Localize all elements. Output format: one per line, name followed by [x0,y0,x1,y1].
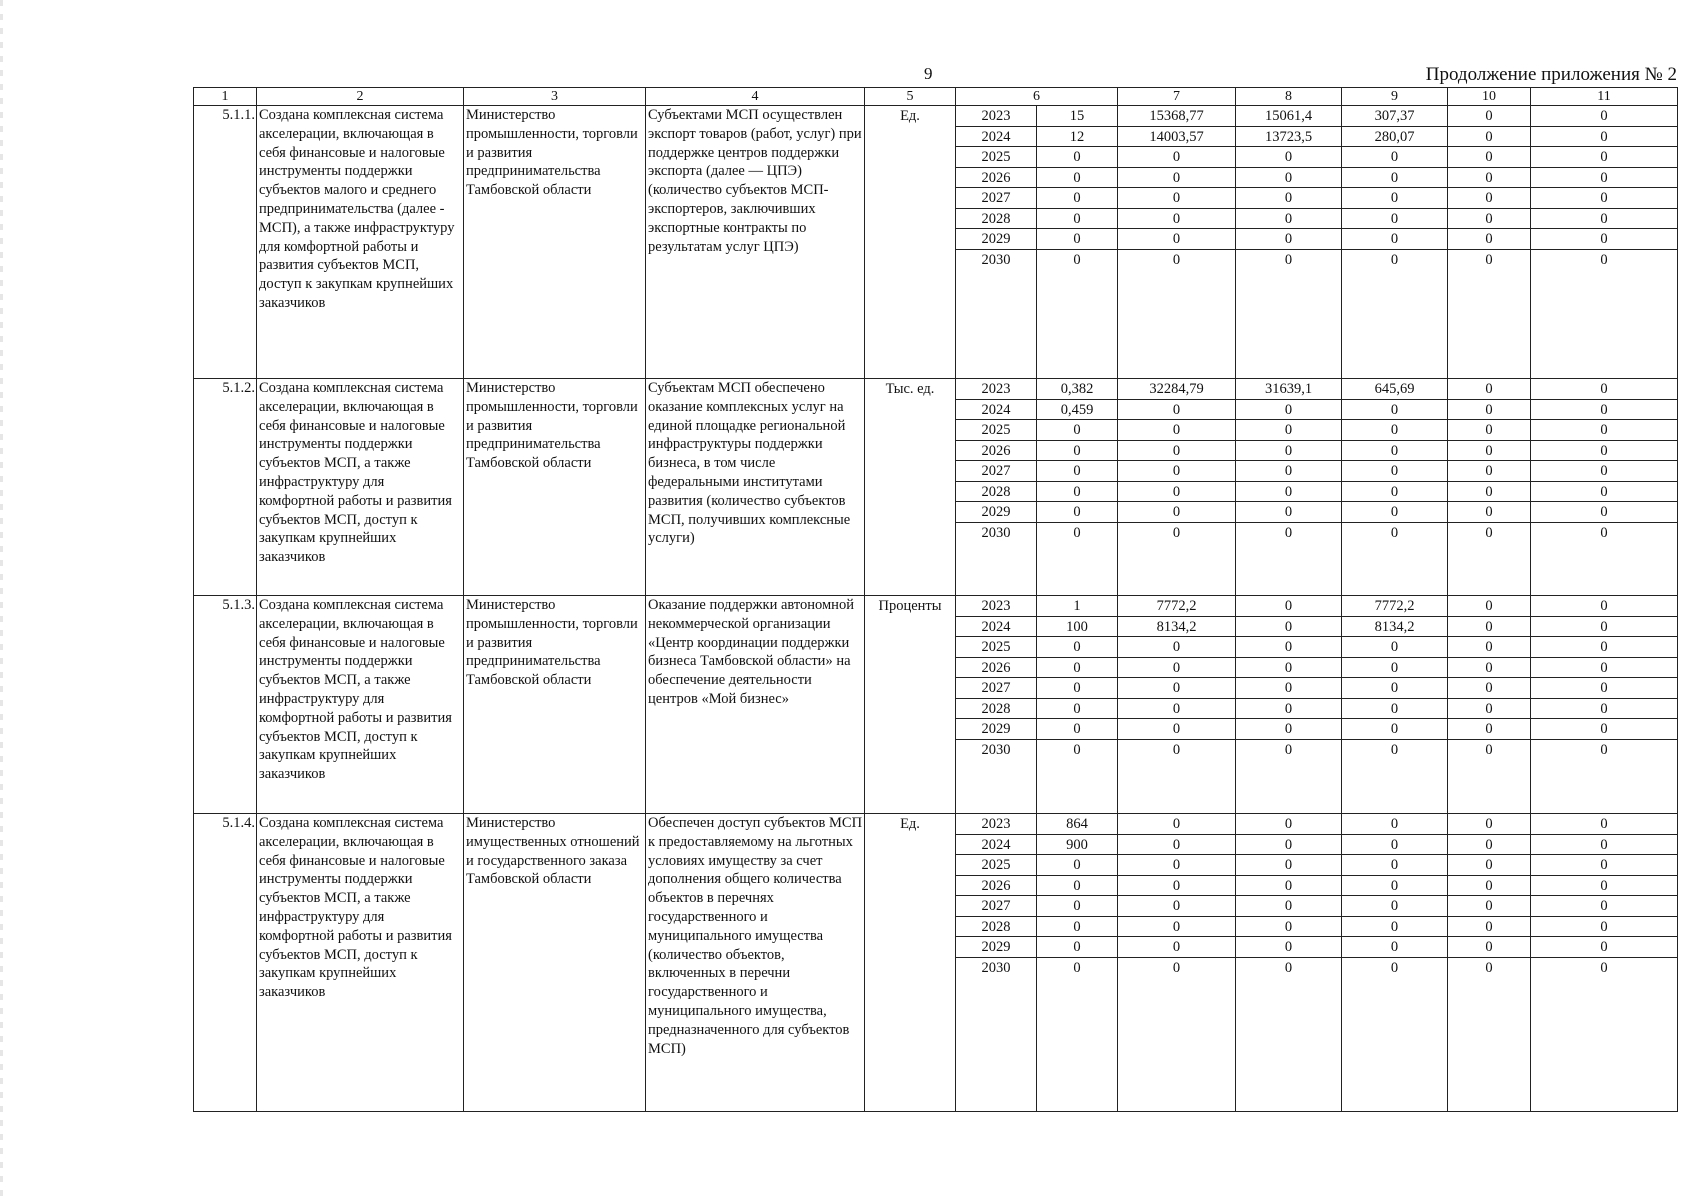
col8-cell: 0 [1236,719,1341,740]
unit-cell: Ед. [865,106,956,379]
col8-cell: 0 [1284,251,1293,268]
col11-cell: 0 [1531,502,1677,523]
col11-cell: 0 [1531,188,1677,209]
value-cell: 0 [1073,524,1081,541]
year-cell: 2026 [956,658,1036,679]
value-cell: 0 [1037,876,1117,897]
col8-cell: 0 [1236,420,1341,441]
col11-cell: 0 [1531,482,1677,503]
col10-cell: 0 [1448,461,1530,482]
col10-cell-group [1448,379,1531,596]
col8-cell-group [1236,379,1342,596]
col7-cell: 0 [1118,502,1235,523]
page-number: 9 [924,64,933,83]
col7-cell: 0 [1118,441,1235,462]
col9-cell: 0 [1390,959,1399,976]
col11-cell: 0 [1600,251,1608,268]
col11-cell: 0 [1531,617,1677,638]
col10-cell: 0 [1448,596,1530,617]
responsible-text: Министерство промышленности, торговли и развития предпринимательства Тамбовской области [464,106,646,379]
col7-cell: 0 [1118,188,1235,209]
value-cell: 100 [1037,617,1117,638]
col8-cell: 0 [1236,855,1341,876]
col10-cell: 0 [1448,617,1530,638]
col10-cell: 0 [1448,168,1530,189]
value-cell: 0 [1073,959,1081,976]
col11-cell: 0 [1600,524,1608,541]
header-cell: 8 [1236,88,1342,106]
col9-cell: 0 [1342,502,1447,523]
col9-cell: 0 [1342,835,1447,856]
col9-cell: 0 [1342,482,1447,503]
col8-cell: 0 [1236,835,1341,856]
col7-cell: 0 [1118,876,1235,897]
col8-cell: 0 [1236,482,1341,503]
col9-cell: 0 [1342,420,1447,441]
scan-edge [0,0,3,1200]
col11-cell: 0 [1531,168,1677,189]
col7-cell: 0 [1118,637,1235,658]
col11-cell-group [1531,596,1678,814]
col10-cell-group [1448,596,1531,814]
year-cell: 2024 [956,400,1036,421]
col9-cell: 0 [1342,917,1447,938]
year-cell: 2025 [956,147,1036,168]
col9-cell: 0 [1342,855,1447,876]
header-cell: 10 [1448,88,1531,106]
col10-cell: 0 [1448,658,1530,679]
year-cell: 2023 [956,379,1036,400]
header-cell: 7 [1118,88,1236,106]
col10-cell: 0 [1448,106,1530,127]
col10-cell: 0 [1448,876,1530,897]
col10-cell: 0 [1448,814,1530,835]
col7-cell: 0 [1172,959,1181,976]
col9-cell: 0 [1342,147,1447,168]
value-cell: 0 [1037,855,1117,876]
indicator-text: Субъектам МСП обеспечено оказание комплексных услуг на единой площадке региональной инфраструктуры поддержки бизнеса, в том числе федеральными институтами развития (количество субъектов МСП, получивших комплексные услуги) [646,379,865,596]
col7-cell: 0 [1118,658,1235,679]
header-cell: 2 [257,88,464,106]
year-cell: 2026 [956,168,1036,189]
col11-cell: 0 [1531,400,1677,421]
col11-cell: 0 [1531,937,1677,958]
header-row [194,88,1678,106]
col7-cell: 0 [1172,524,1181,541]
year-cell: 2027 [956,188,1036,209]
col11-cell: 0 [1531,658,1677,679]
col10-cell: 0 [1485,251,1493,268]
col9-cell-group [1342,379,1448,596]
col9-cell: 0 [1342,441,1447,462]
col7-cell: 32284,79 [1118,379,1235,400]
value-cell: 1 [1037,596,1117,617]
value-cell: 0 [1037,461,1117,482]
col8-cell: 0 [1236,637,1341,658]
col7-cell: 0 [1118,814,1235,835]
col9-cell: 7772,2 [1342,596,1447,617]
year-cell: 2030 [981,741,1011,758]
col10-cell-group [1448,106,1531,379]
col11-cell: 0 [1531,596,1677,617]
col11-cell: 0 [1600,959,1608,976]
value-cell: 0 [1037,658,1117,679]
unit-cell: Тыс. ед. [865,379,956,596]
value-cell: 0 [1037,188,1117,209]
col9-cell: 0 [1342,876,1447,897]
col8-cell: 0 [1236,596,1341,617]
indicator-text: Обеспечен доступ субъектов МСП к предоставляемому на льготных условиях имуществу за счет дополнения общего количества объектов в перечнях государственного и муниципального имущества (количество объектов, включенных в перечни государственного и муниципального имущества, предназначенного для субъектов МСП) [646,814,865,1112]
header-cell: 4 [646,88,865,106]
col8-cell-group [1236,106,1342,379]
col10-cell: 0 [1448,917,1530,938]
value-cell: 0 [1037,637,1117,658]
year-cell: 2029 [956,719,1036,740]
value-cell: 0 [1037,441,1117,462]
col7-cell: 0 [1118,229,1235,250]
col9-cell: 0 [1342,719,1447,740]
col9-cell: 0 [1342,400,1447,421]
col7-cell: 0 [1118,420,1235,441]
col7-cell: 14003,57 [1118,127,1235,148]
value-cell: 0 [1037,699,1117,720]
responsible-text: Министерство промышленности, торговли и развития предпринимательства Тамбовской области [464,379,646,596]
year-cell: 2029 [956,229,1036,250]
col9-cell-group [1342,106,1448,379]
col11-cell: 0 [1531,229,1677,250]
year-cell: 2026 [956,876,1036,897]
year-cell: 2028 [956,209,1036,230]
col9-cell: 0 [1390,251,1399,268]
value-cell: 12 [1037,127,1117,148]
year-cell: 2025 [956,855,1036,876]
col8-cell: 0 [1236,209,1341,230]
result-text: Создана комплексная система акселерации, включающая в себя финансовые и налоговые инструменты поддержки субъектов МСП, а также инфраструктуру для комфортной работы и развития субъектов МСП, доступ к закупкам крупнейших заказчиков [257,814,464,1112]
header-cell: 1 [194,88,257,106]
table-row [194,379,1678,596]
col7-cell-group [1118,106,1236,379]
col11-cell: 0 [1531,420,1677,441]
value-cell: 900 [1037,835,1117,856]
col9-cell: 0 [1390,741,1399,758]
year-cell: 2030 [981,251,1011,268]
responsible-text: Министерство имущественных отношений и государственного заказа Тамбовской области [464,814,646,1112]
col7-cell: 0 [1118,400,1235,421]
col10-cell: 0 [1448,209,1530,230]
col11-cell-group [1531,814,1678,1112]
col7-cell-group [1118,379,1236,596]
year-cell: 2024 [956,835,1036,856]
col10-cell: 0 [1485,524,1493,541]
col10-cell: 0 [1448,937,1530,958]
col10-cell: 0 [1448,441,1530,462]
col9-cell: 280,07 [1342,127,1447,148]
row-number: 5.1.1. [194,106,257,379]
year-cell: 2029 [956,502,1036,523]
col8-cell: 0 [1236,502,1341,523]
value-cell: 0 [1037,719,1117,740]
col10-cell: 0 [1448,502,1530,523]
value-cell: 0,459 [1037,400,1117,421]
col11-cell: 0 [1531,147,1677,168]
value-cell-group [1037,379,1118,596]
col8-cell: 0 [1284,524,1293,541]
year-cell: 2028 [956,917,1036,938]
col11-cell: 0 [1531,106,1677,127]
col11-cell: 0 [1531,637,1677,658]
value-cell: 0 [1037,147,1117,168]
col7-cell-group [1118,814,1236,1112]
year-cell: 2025 [956,420,1036,441]
col7-cell: 15368,77 [1118,106,1235,127]
col9-cell: 0 [1342,937,1447,958]
value-cell-group [1037,596,1118,814]
col8-cell: 0 [1284,741,1293,758]
col8-cell: 0 [1236,917,1341,938]
col11-cell-group [1531,379,1678,596]
col8-cell: 13723,5 [1236,127,1341,148]
col9-cell: 0 [1342,699,1447,720]
header-cell: 3 [464,88,646,106]
col9-cell-group [1342,596,1448,814]
col7-cell: 0 [1118,855,1235,876]
value-cell: 0 [1037,209,1117,230]
col8-cell: 0 [1236,461,1341,482]
col9-cell: 8134,2 [1342,617,1447,638]
value-cell: 0 [1037,168,1117,189]
col10-cell: 0 [1448,855,1530,876]
col8-cell: 0 [1236,814,1341,835]
header-cell: 11 [1531,88,1678,106]
col8-cell-group [1236,596,1342,814]
col11-cell: 0 [1531,876,1677,897]
col9-cell: 0 [1342,188,1447,209]
col11-cell: 0 [1531,379,1677,400]
year-cell: 2030 [981,959,1011,976]
table-row [194,106,1678,379]
value-cell: 0 [1037,502,1117,523]
col10-cell: 0 [1448,835,1530,856]
col9-cell: 0 [1342,229,1447,250]
col9-cell: 0 [1342,168,1447,189]
col9-cell: 0 [1390,524,1399,541]
value-cell: 0 [1037,678,1117,699]
value-cell: 0 [1037,896,1117,917]
col11-cell: 0 [1531,127,1677,148]
year-cell-group [956,814,1037,1112]
col7-cell: 0 [1172,251,1181,268]
value-cell-group [1037,814,1118,1112]
row-number: 5.1.2. [194,379,257,596]
col9-cell: 0 [1342,658,1447,679]
value-cell: 15 [1037,106,1117,127]
col9-cell: 0 [1342,814,1447,835]
value-cell: 864 [1037,814,1117,835]
value-cell: 0 [1073,251,1081,268]
col10-cell: 0 [1448,637,1530,658]
col11-cell-group [1531,106,1678,379]
col7-cell: 0 [1118,917,1235,938]
year-cell: 2027 [956,896,1036,917]
year-cell-group [956,106,1037,379]
col8-cell: 0 [1236,229,1341,250]
col11-cell: 0 [1600,741,1608,758]
col8-cell: 0 [1236,658,1341,679]
col11-cell: 0 [1531,855,1677,876]
year-cell: 2023 [956,106,1036,127]
col10-cell: 0 [1448,896,1530,917]
col11-cell: 0 [1531,917,1677,938]
row-number: 5.1.4. [194,814,257,1112]
unit-cell: Проценты [865,596,956,814]
col7-cell: 0 [1118,699,1235,720]
value-cell: 0 [1073,741,1081,758]
col8-cell: 31639,1 [1236,379,1341,400]
col10-cell: 0 [1448,678,1530,699]
col9-cell-group [1342,814,1448,1112]
result-text: Создана комплексная система акселерации, включающая в себя финансовые и налоговые инструменты поддержки субъектов МСП, а также инфраструктуру для комфортной работы и развития субъектов МСП, доступ к закупкам крупнейших заказчиков [257,596,464,814]
col11-cell: 0 [1531,209,1677,230]
year-cell: 2027 [956,678,1036,699]
table-row [194,596,1678,814]
col10-cell: 0 [1448,229,1530,250]
value-cell-group [1037,106,1118,379]
col8-cell: 0 [1236,168,1341,189]
col8-cell: 0 [1236,876,1341,897]
value-cell: 0 [1037,917,1117,938]
col10-cell: 0 [1448,420,1530,441]
col7-cell: 0 [1118,482,1235,503]
col8-cell: 0 [1236,188,1341,209]
col11-cell: 0 [1531,835,1677,856]
col10-cell: 0 [1485,959,1493,976]
col10-cell: 0 [1448,482,1530,503]
col9-cell: 0 [1342,461,1447,482]
col8-cell: 0 [1236,400,1341,421]
col11-cell: 0 [1531,461,1677,482]
result-text: Создана комплексная система акселерации, включающая в себя финансовые и налоговые инструменты поддержки субъектов малого и среднего предпринимательства (далее - МСП), а также инфраструктуру для комфортной работы и развития субъектов МСП, доступ к закупкам крупнейших заказчиков [257,106,464,379]
col9-cell: 0 [1342,637,1447,658]
col10-cell: 0 [1448,127,1530,148]
header-cell: 9 [1342,88,1448,106]
col10-cell: 0 [1448,400,1530,421]
col7-cell: 0 [1118,835,1235,856]
result-text: Создана комплексная система акселерации, включающая в себя финансовые и налоговые инструменты поддержки субъектов МСП, а также инфраструктуру для комфортной работы и развития субъектов МСП, доступ к закупкам крупнейших заказчиков [257,379,464,596]
year-cell: 2028 [956,482,1036,503]
continuation-label: Продолжение приложения № 2 [1425,64,1677,85]
responsible-text: Министерство промышленности, торговли и развития предпринимательства Тамбовской области [464,596,646,814]
col7-cell: 7772,2 [1118,596,1235,617]
year-cell: 2029 [956,937,1036,958]
col7-cell: 0 [1172,741,1181,758]
year-cell: 2024 [956,127,1036,148]
year-cell: 2030 [981,524,1011,541]
col10-cell: 0 [1448,719,1530,740]
col10-cell: 0 [1448,699,1530,720]
indicator-text: Субъектами МСП осуществлен экспорт товаров (работ, услуг) при поддержке центров поддержки экспорта (далее — ЦПЭ) (количество субъектов МСП-экспортеров, заключивших экспортные контракты по результатам услуг ЦПЭ) [646,106,865,379]
col9-cell: 307,37 [1342,106,1447,127]
year-cell-group [956,379,1037,596]
unit-cell: Ед. [865,814,956,1112]
col8-cell: 0 [1236,896,1341,917]
value-cell: 0 [1037,937,1117,958]
col8-cell: 0 [1236,617,1341,638]
col8-cell: 0 [1236,147,1341,168]
col7-cell: 0 [1118,168,1235,189]
year-cell: 2023 [956,814,1036,835]
year-cell: 2023 [956,596,1036,617]
year-cell: 2028 [956,699,1036,720]
year-cell: 2025 [956,637,1036,658]
col8-cell: 0 [1236,699,1341,720]
col7-cell: 0 [1118,461,1235,482]
value-cell: 0,382 [1037,379,1117,400]
header-cell: 5 [865,88,956,106]
col10-cell: 0 [1448,188,1530,209]
table-row [194,814,1678,1112]
year-cell: 2024 [956,617,1036,638]
col7-cell: 0 [1118,147,1235,168]
col7-cell: 0 [1118,896,1235,917]
col7-cell: 0 [1118,678,1235,699]
col11-cell: 0 [1531,896,1677,917]
col9-cell: 645,69 [1342,379,1447,400]
col11-cell: 0 [1531,719,1677,740]
col8-cell: 0 [1236,441,1341,462]
col9-cell: 0 [1342,209,1447,230]
indicator-text: Оказание поддержки автономной некоммерческой организации «Центр координации поддержки бизнеса Тамбовской области» на обеспечение деятельности центров «Мой бизнес» [646,596,865,814]
col11-cell: 0 [1531,678,1677,699]
col8-cell: 0 [1236,678,1341,699]
col11-cell: 0 [1531,814,1677,835]
col11-cell: 0 [1531,441,1677,462]
value-cell: 0 [1037,229,1117,250]
col10-cell: 0 [1448,379,1530,400]
col9-cell: 0 [1342,678,1447,699]
col8-cell: 15061,4 [1236,106,1341,127]
year-cell: 2027 [956,461,1036,482]
col7-cell: 0 [1118,209,1235,230]
col10-cell: 0 [1485,741,1493,758]
header-cell: 6 [956,88,1118,106]
col11-cell: 0 [1531,699,1677,720]
year-cell: 2026 [956,441,1036,462]
appendix-table [193,87,1678,1112]
col7-cell: 0 [1118,937,1235,958]
value-cell: 0 [1037,420,1117,441]
col9-cell: 0 [1342,896,1447,917]
col10-cell: 0 [1448,147,1530,168]
col7-cell: 8134,2 [1118,617,1235,638]
col7-cell-group [1118,596,1236,814]
year-cell-group [956,596,1037,814]
col8-cell: 0 [1236,937,1341,958]
col8-cell-group [1236,814,1342,1112]
col7-cell: 0 [1118,719,1235,740]
value-cell: 0 [1037,482,1117,503]
col8-cell: 0 [1284,959,1293,976]
col10-cell-group [1448,814,1531,1112]
row-number: 5.1.3. [194,596,257,814]
